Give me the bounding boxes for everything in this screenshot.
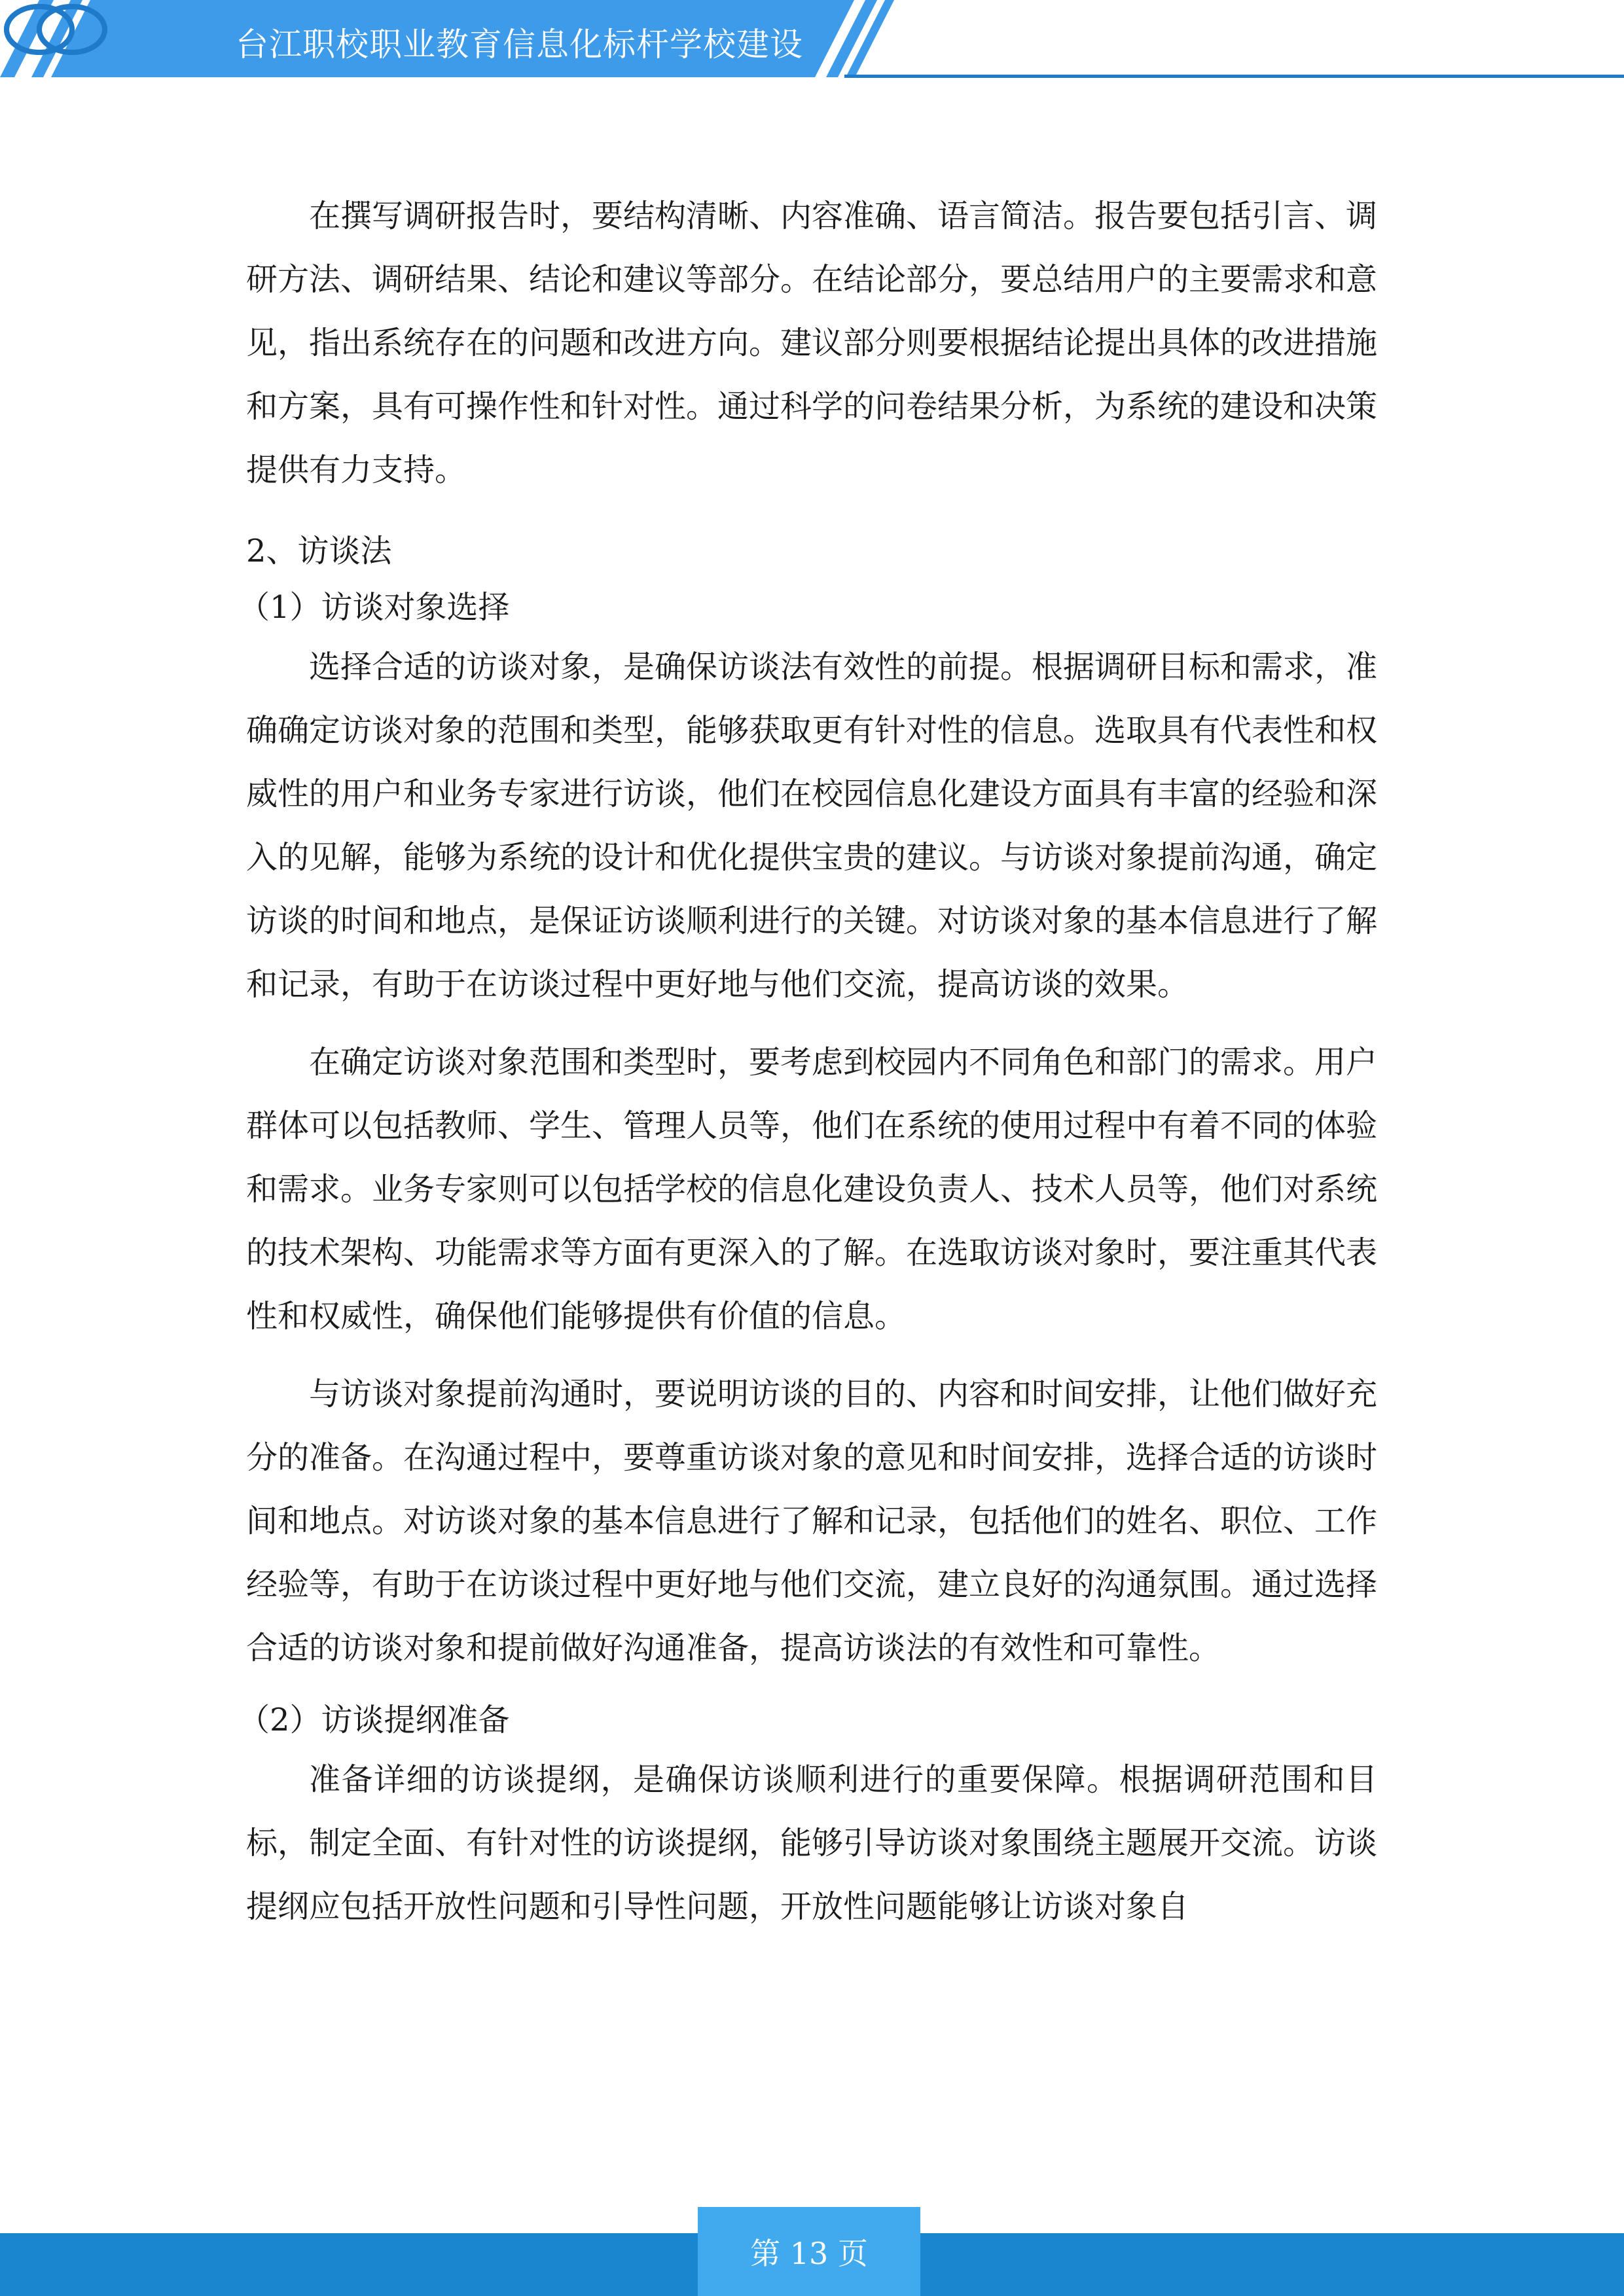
paragraph-interviewee-scope: 在确定访谈对象范围和类型时，要考虑到校园内不同角色和部门的需求。用户群体可以包括教师、学生、管理人员等，他们在系统的使用过程中有着不同的体验和需求。业务专家则可以包括学校的信息化建设负责人、技术人员等，他们对系统的技术架构、功能需求等方面有更深入的了解。在选取访谈对象时，要注重其代表性和权威性，确保他们能够提供有价值的信息。 [246, 1044, 1378, 1335]
page-header [0, 0, 1624, 88]
document-body [238, 185, 1378, 1939]
header-title: 台江职校职业教育信息化标杆学校建设 [236, 26, 803, 63]
subsection-heading-interview-outline: （2）访谈提纲准备 [238, 1702, 510, 1738]
paragraph-interview-outline: 准备详细的访谈提纲，是确保访谈顺利进行的重要保障。根据调研范围和目标，制定全面、有针对性的访谈提纲，能够引导访谈对象围绕主题展开交流。访谈提纲应包括开放性问题和引导性问题，开放性问题能够让访谈对象自 [246, 1761, 1378, 1925]
page-number: 第 13 页 [698, 2207, 920, 2296]
header-rule [844, 75, 1624, 78]
paragraph-advance-communication: 与访谈对象提前沟通时，要说明访谈的目的、内容和时间安排，让他们做好充分的准备。在沟通过程中，要尊重访谈对象的意见和时间安排，选择合适的访谈时间和地点。对访谈对象的基本信息进行了解和记录，包括他们的姓名、职位、工作经验等，有助于在访谈过程中更好地与他们交流，建立良好的沟通氛围。通过选择合适的访谈对象和提前做好沟通准备，提高访谈法的有效性和可靠性。 [246, 1376, 1378, 1666]
paragraph-interviewee-selection: 选择合适的访谈对象，是确保访谈法有效性的前提。根据调研目标和需求，准确确定访谈对象的范围和类型，能够获取更有针对性的信息。选取具有代表性和权威性的用户和业务专家进行访谈，他们在校园信息化建设方面具有丰富的经验和深入的见解，能够为系统的设计和优化提供宝贵的建议。与访谈对象提前沟通，确定访谈的时间和地点，是保证访谈顺利进行的关键。对访谈对象的基本信息进行了解和记录，有助于在访谈过程中更好地与他们交流，提高访谈的效果。 [246, 649, 1378, 1003]
subsection-heading-interviewee-selection: （1）访谈对象选择 [238, 589, 510, 626]
rings-logo-icon [0, 0, 118, 59]
section-heading-interview: 2、访谈法 [246, 533, 392, 569]
paragraph-report-writing: 在撰写调研报告时，要结构清晰、内容准确、语言简洁。报告要包括引言、调研方法、调研结果、结论和建议等部分。在结论部分，要总结用户的主要需求和意见，指出系统存在的问题和改进方向。建议部分则要根据结论提出具体的改进措施和方案，具有可操作性和针对性。通过科学的问卷结果分析，为系统的建设和决策提供有力支持。 [246, 198, 1378, 488]
